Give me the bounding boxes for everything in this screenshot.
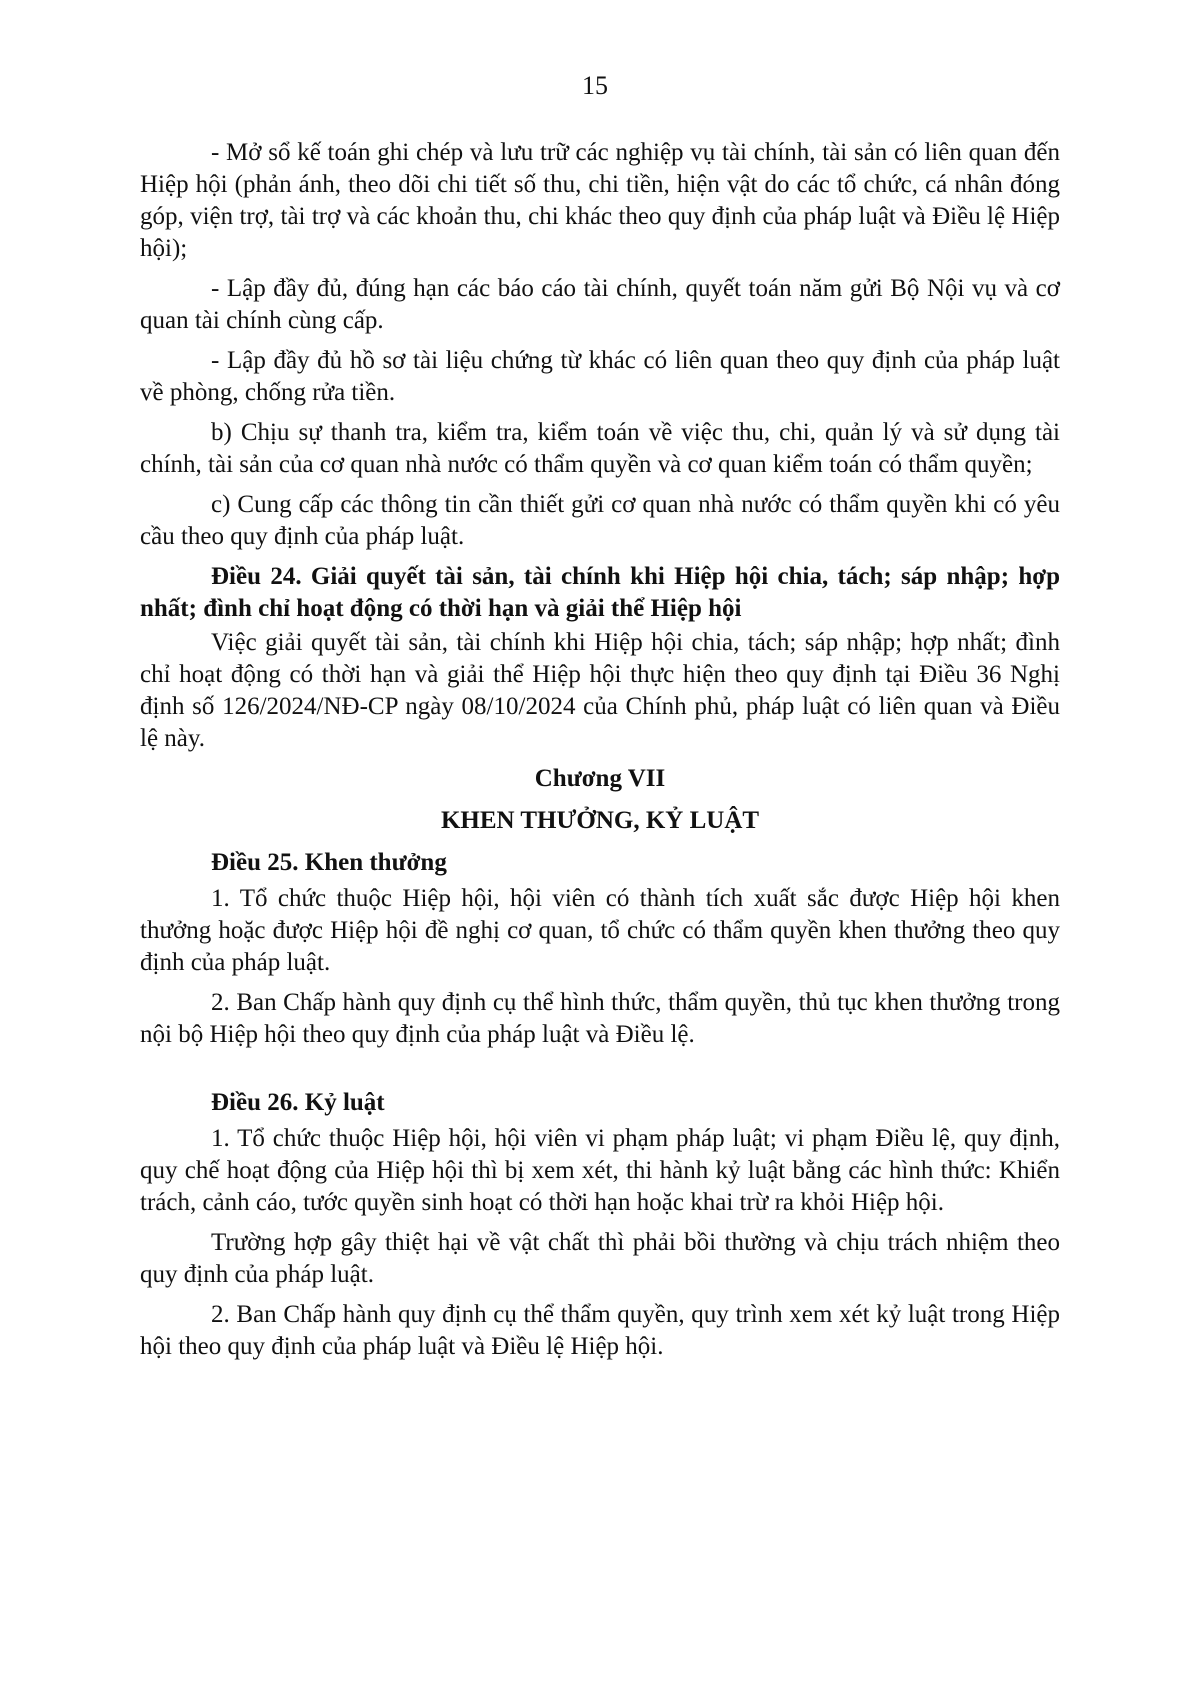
paragraph-provide-information: c) Cung cấp các thông tin cần thiết gửi cơ quan nhà nước có thẩm quyền khi có yêu cầu theo quy định của pháp luật.: [140, 491, 1060, 550]
article-24-body: Việc giải quyết tài sản, tài chính khi Hiệp hội chia, tách; sáp nhập; hợp nhất; đình chỉ hoạt động có thời hạn và giải thể Hiệp hội thực hiện theo quy định tại Điều 36 Nghị định số 126/2024/NĐ-CP ngày 08/10/2024 của Chính phủ, pháp luật có liên quan và Điều lệ này.: [140, 629, 1060, 752]
page-number: 15: [582, 71, 608, 100]
chapter-title: KHEN THƯỞNG, KỶ LUẬT: [440, 807, 760, 834]
section-spacer: [140, 1059, 1060, 1087]
document-body: [140, 137, 1060, 1371]
article-24-title: Điều 24. Giải quyết tài sản, tài chính khi Hiệp hội chia, tách; sáp nhập; hợp nhất; đình chỉ hoạt động có thời hạn và giải thể Hiệp hội: [140, 563, 1060, 622]
article-26-title: Điều 26. Kỷ luật: [211, 1089, 385, 1116]
article-26-paragraph-2: Trường hợp gây thiệt hại về vật chất thì phải bồi thường và chịu trách nhiệm theo quy định của pháp luật.: [140, 1229, 1060, 1288]
article-25-paragraph-1: 1. Tổ chức thuộc Hiệp hội, hội viên có thành tích xuất sắc được Hiệp hội khen thưởng hoặc được Hiệp hội đề nghị cơ quan, tổ chức có thẩm quyền khen thưởng theo quy định của pháp luật.: [140, 885, 1060, 976]
article-26-paragraph-1: 1. Tổ chức thuộc Hiệp hội, hội viên vi phạm pháp luật; vi phạm Điều lệ, quy định, quy chế hoạt động của Hiệp hội thì bị xem xét, thi hành kỷ luật bằng các hình thức: Khiển trách, cảnh cáo, tước quyền sinh hoạt có thời hạn hoặc khai trừ ra khỏi Hiệp hội.: [140, 1125, 1060, 1216]
article-25-title: Điều 25. Khen thưởng: [211, 849, 447, 876]
chapter-label: Chương VII: [534, 765, 666, 792]
paragraph-financial-reports: - Lập đầy đủ, đúng hạn các báo cáo tài chính, quyết toán năm gửi Bộ Nội vụ và cơ quan tài chính cùng cấp.: [140, 275, 1060, 334]
paragraph-accounting-books: - Mở sổ kế toán ghi chép và lưu trữ các nghiệp vụ tài chính, tài sản có liên quan đến Hiệp hội (phản ánh, theo dõi chi tiết số thu, chi tiền, hiện vật do các tổ chức, cá nhân đóng góp, viện trợ, tài trợ và các khoản thu, chi khác theo quy định của pháp luật và Điều lệ Hiệp hội);: [140, 139, 1060, 262]
paragraph-anti-money-laundering: - Lập đầy đủ hồ sơ tài liệu chứng từ khác có liên quan theo quy định của pháp luật về phòng, chống rửa tiền.: [140, 347, 1060, 406]
article-26-paragraph-3: 2. Ban Chấp hành quy định cụ thể thẩm quyền, quy trình xem xét kỷ luật trong Hiệp hội theo quy định của pháp luật và Điều lệ Hiệp hội.: [140, 1301, 1060, 1360]
article-25-paragraph-2: 2. Ban Chấp hành quy định cụ thể hình thức, thẩm quyền, thủ tục khen thưởng trong nội bộ Hiệp hội theo quy định của pháp luật và Điều lệ.: [140, 989, 1060, 1048]
paragraph-inspection-audit: b) Chịu sự thanh tra, kiểm tra, kiểm toán về việc thu, chi, quản lý và sử dụng tài chính, tài sản của cơ quan nhà nước có thẩm quyền và cơ quan kiểm toán có thẩm quyền;: [140, 419, 1060, 478]
